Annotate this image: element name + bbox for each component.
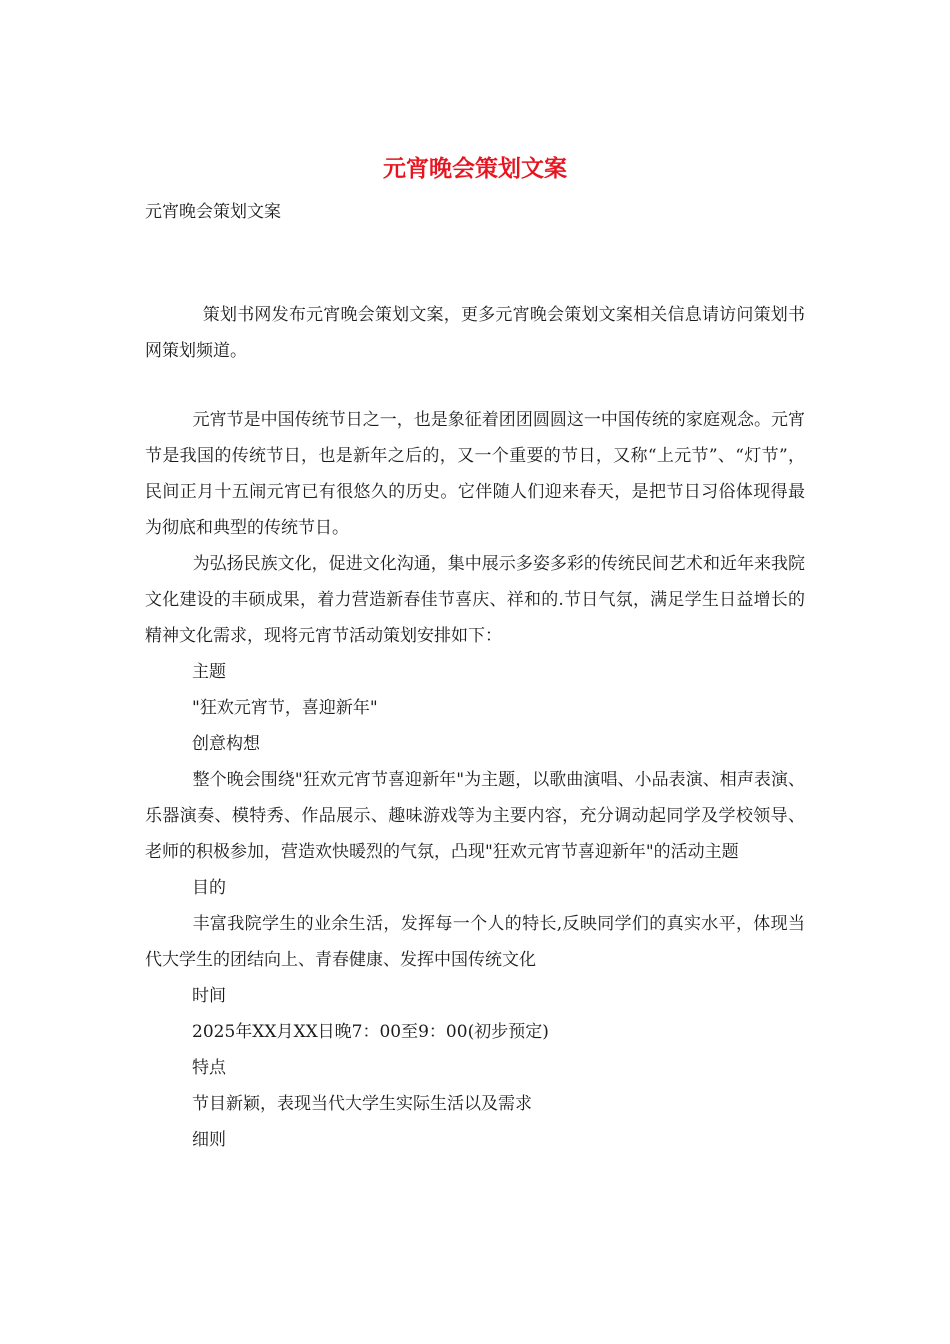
- paragraph-purpose-intro: 为弘扬民族文化，促进文化沟通，集中展示多姿多彩的传统民间艺术和近年来我院文化建设的丰硕成果，着力营造新春佳节喜庆、祥和的.节日气氛，满足学生日益增长的精神文化需求，现将元宵节活动策划安排如下：: [145, 554, 805, 646]
- section-label-time: 时间: [192, 986, 226, 1006]
- paragraph-background: 元宵节是中国传统节日之一，也是象征着团团圆圆这一中国传统的家庭观念。元宵节是我国的传统节日，也是新年之后的，又一个重要的节日，又称“上元节”、“灯节”，民间正月十五闹元宵已有很悠久的历史。它伴随人们迎来春天，是把节日习俗体现得最为彻底和典型的传统节日。: [145, 410, 805, 538]
- section-label-theme: 主题: [192, 662, 226, 682]
- intro-text: 策划书网发布元宵晚会策划文案，更多元宵晚会策划文案相关信息请访问策划书网策划频道。: [145, 305, 805, 361]
- section-value-concept: 整个晚会围绕"狂欢元宵节喜迎新年"为主题，以歌曲演唱、小品表演、相声表演、乐器演奏、模特秀、作品展示、趣味游戏等为主要内容，充分调动起同学及学校领导、老师的积极参加，营造欢快暖烈的气氛，凸现"狂欢元宵节喜迎新年"的活动主题: [145, 770, 805, 862]
- document-body: [145, 402, 805, 1158]
- section-value-theme: "狂欢元宵节，喜迎新年": [192, 698, 378, 718]
- section-value-time: 2025年XX月XX日晚7：00至9：00(初步预定): [192, 1022, 549, 1042]
- document-subtitle: 元宵晚会策划文案: [145, 202, 281, 222]
- document-title: 元宵晚会策划文案: [383, 155, 567, 182]
- section-value-feature: 节目新颖，表现当代大学生实际生活以及需求: [192, 1094, 532, 1114]
- section-value-purpose: 丰富我院学生的业余生活，发挥每一个人的特长,反映同学们的真实水平，体现当代大学生的团结向上、青春健康、发挥中国传统文化: [145, 914, 805, 970]
- section-label-purpose: 目的: [192, 878, 226, 898]
- intro-paragraph: [145, 297, 805, 369]
- section-label-feature: 特点: [192, 1058, 226, 1078]
- section-label-detail: 细则: [192, 1130, 226, 1150]
- section-label-concept: 创意构想: [192, 734, 260, 754]
